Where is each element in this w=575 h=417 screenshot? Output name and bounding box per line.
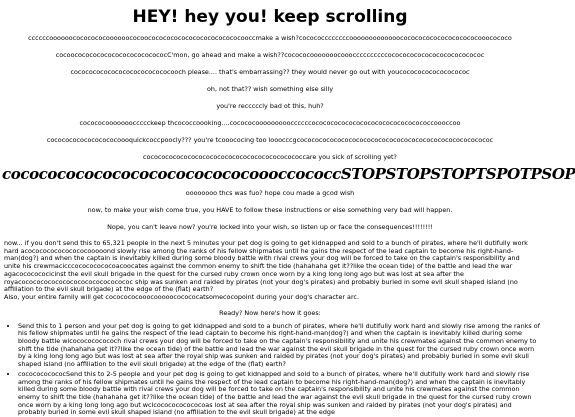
chain-line: oh, not that?? wish something else silly	[206, 85, 334, 93]
instructions-paragraph: now... if you don't send this to 65,321 people in the next 5 minutes your pet dog is going to get kidnapped and sold to a bunch of pirates, where he'll dutifully work hard acococococococococooooond slowly rise among the ranks of his fellow shipmates until he gains the respect of the lead captain to become his right-hand-man(dog?) and when the captain is inevitably killed during some bloody battle with rival crews your dog will be forced to take on the captain's responsibility and unite his crewmacicccocococococoacoocates against the common enemy to shift the tide (hahahaha get it??like the ocean tide) of the battle and lead the war agacococococicinst the evil skull brigade in the quest for the cursed ruby crown once worn by a king long long ago but was lost at sea after the royacocococococococococococococococ ship was sunken and raided by pirates (not your dog's pirates) and probably buried in some evil skull shaped island (no affiliation to the evil skull brigade) at the edge of the (flat) earth?	[4, 239, 528, 294]
page-title: HEY! hey you! keep scrolling	[132, 7, 408, 27]
after-line: oooooooo thcs was fuo? hope cou made a gcod wish	[185, 189, 355, 197]
chain-line: you're recccccly bad ot this, huh?	[216, 102, 324, 110]
chain-line: cocoocococococococococococococC'mon, go ahead and make a wish??cocococooooooocoooccccccccccocococococococococococococ	[55, 51, 485, 59]
chain-line: cocococococococococoooquickcoccpoocly??? you're tcooococing too looocccgcococococococococococococococococococococococococococ	[46, 136, 494, 144]
stop-banner: cocococococococococococococoooccococcSTOPSTOPSTOPTSPOTPSOP	[2, 165, 575, 183]
list-item: • Send this to 1 person and your pet dog is going to get kidnapped and sold to a bunch of pirates, where he'll dutifully work hard and slowly rise among the ranks of his fellow shipmates until he gains the respect of the lead captain to become his right-hand-man(dog?) and when the captain is inevitably killed during some bloody battle wicococococococh rival crews your dog will be forced to take on the captain's responsibility and unite his crewmates against the common enemy to shift the tide (hahahaha get it??like the ocean tide) of the battle and lead the war against the evil skull brigade in the quest for the cursed ruby crown once worn by a king long long ago but was lost at sea after the royal ship was sunken and raided by pirates (not your dog's pirates) and probably buried in some evil skull shaped island (no affiliation to the evil skull brigade) at the edge of the (flat) earth?	[18, 323, 540, 369]
chain-line: cocococococococococococococococococococococcare you sick of scrolling yet?	[143, 153, 397, 161]
ready-line: Ready? Now here's how it goes:	[219, 308, 321, 317]
chain-line: ccccccoooooocococococoooooococoocococococococococococococooccmake a wish?cocococcccccccooooooooooooocococococococococococooocococo	[28, 34, 512, 42]
list-item: • cococococococSend this to 2-5 people and your pet dog is going to get kidnapped and sold to a bunch of pirates, where he'll dutifully work hard and slowly rise among the ranks of his fellow shipmates until he gains the respect of the lead captain to become his right-hand-man(dog?) and when the captain is inevitably killed during some bloody battle with rival crews your dog will be forced to take on the captain's responsibility and unite his crewmates against the common enemy to shift the tide (hahahaha get it??like the ocean tide) of the battle and lead the war against the evil skull brigade in the quest for the cursed ruby crown once worn by a king long long ago but wclcococococococoas lost at sea after the royal ship was sunken and raided by pirates (not your dog's pirates) and probably buried in some evil skull shaped island (no affiliation to the evil skull brigade) at the edge	[18, 371, 540, 417]
chain-lines	[0, 34, 540, 161]
after-line: now, to make your wish come true, you HAVE to follow these instructions or else something very bad will happen.	[87, 206, 453, 214]
family-paragraph: Also, your entire family will get cococococooocooooococococatsomecocopoint during your dog's character arc.	[4, 292, 359, 301]
chain-line: cocococococococococococococooch please.... that's embarrassing?? they would never go out with youcocococococococococ	[70, 68, 470, 76]
rules-list	[0, 323, 540, 417]
chain-line: cocococoooooooccccckeep thcococcoooking....cocococoooooooooccccccococococococococococococococococcoooccoo	[79, 119, 461, 127]
after-line: Nope, you can't leave now? you're locked into your wish, so listen up or face the consequences!!!!!!!!	[107, 223, 433, 231]
